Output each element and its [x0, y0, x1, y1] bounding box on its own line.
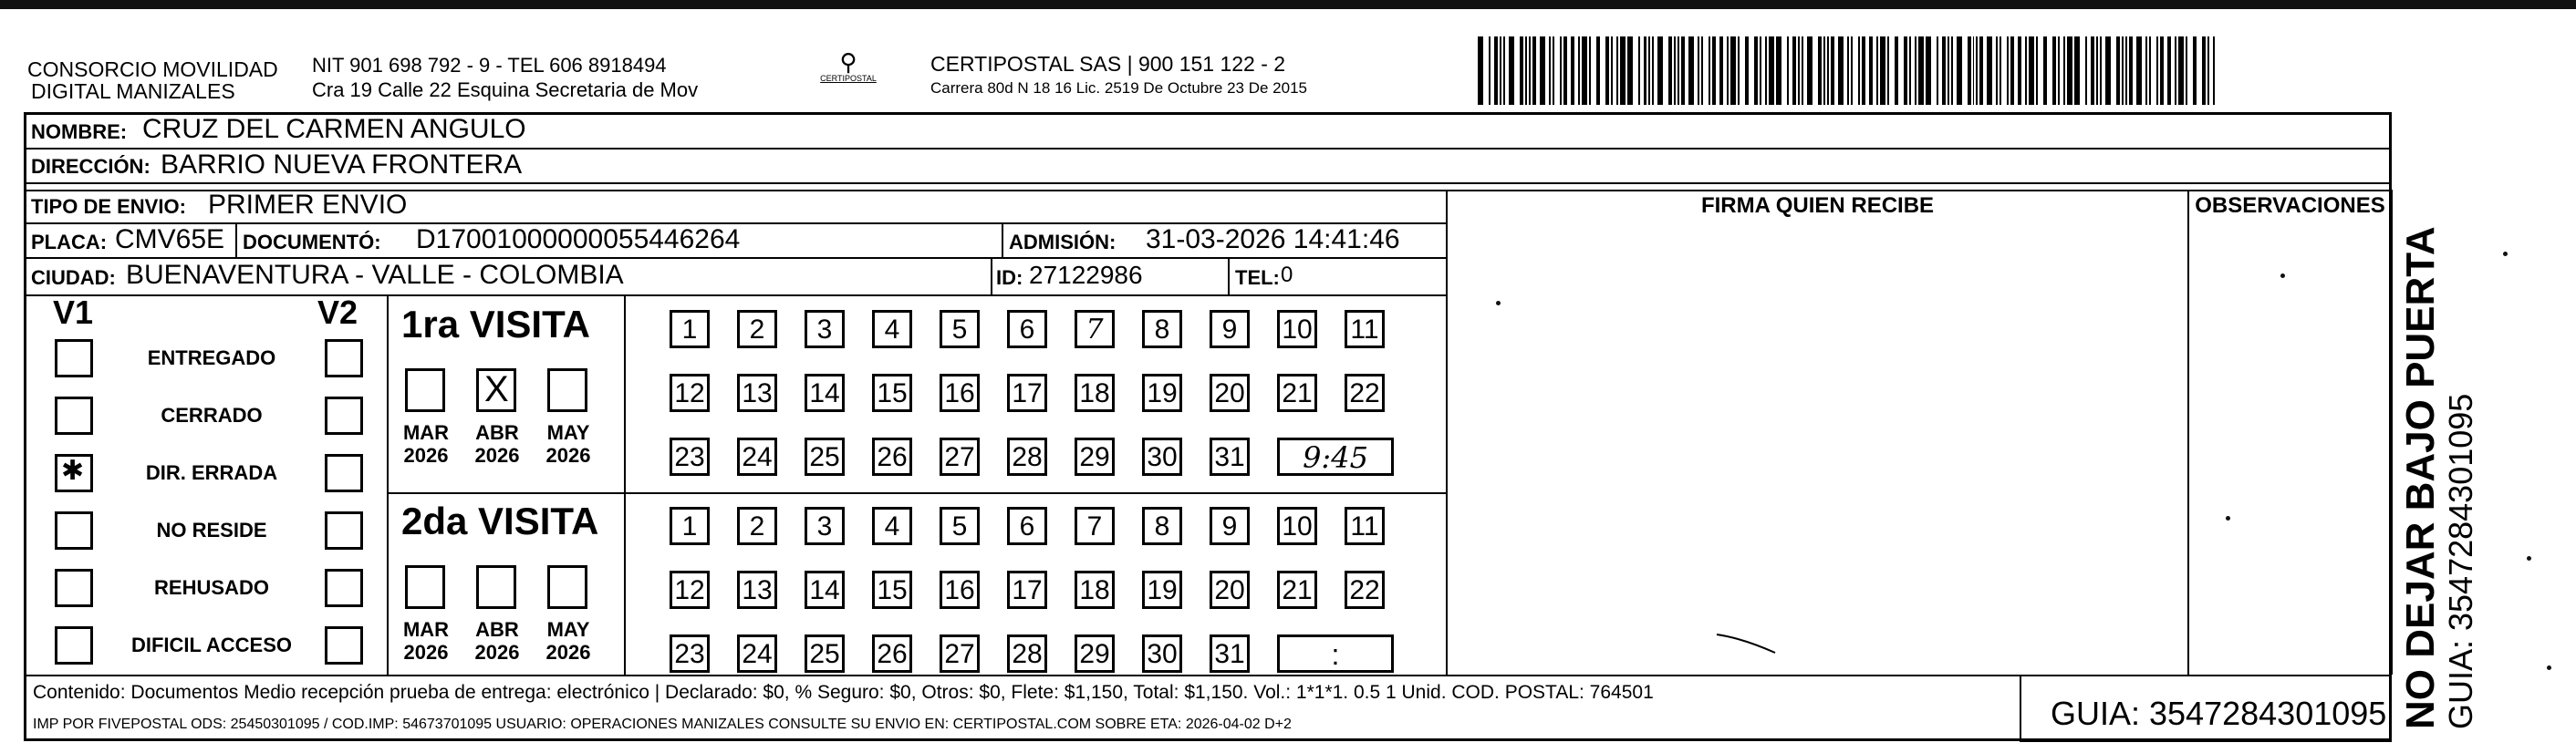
visit2-day-box[interactable]: 6	[1007, 507, 1047, 545]
visit1-day-box[interactable]: 8	[1142, 310, 1182, 348]
visit2-day-box[interactable]: 10	[1277, 507, 1317, 545]
status-label: DIFICIL ACCESO	[130, 634, 292, 656]
visit1-day-box[interactable]: 30	[1142, 438, 1182, 476]
logo-text: CERTIPOSTAL	[820, 74, 877, 83]
footer-print-info: IMP POR FIVEPOSTAL ODS: 25450301095 / COD.IMP: 54673701095 USUARIO: OPERACIONES MANIZALES CONSULTE SU ENVIO EN: CERTIPOSTAL.COM SOBRE ETA: 2026-04-02 D+2	[33, 717, 1292, 732]
admision-label: ADMISIÓN:	[1009, 231, 1117, 253]
documento-value: D17001000000055446264	[416, 224, 741, 254]
sender-details	[312, 55, 698, 100]
visit1-day-box[interactable]: 3	[805, 310, 845, 348]
no-dejar-bajo-puerta: NO DEJAR BAJO PUERTA	[2398, 226, 2443, 729]
side-guia: GUIA: 3547284301095	[2442, 393, 2479, 729]
v1-checkbox[interactable]	[55, 511, 93, 550]
visit2-day-box[interactable]: 27	[940, 634, 980, 673]
visit2-day-box[interactable]: 7	[1075, 507, 1115, 545]
visit1-day-box[interactable]: 28	[1007, 438, 1047, 476]
v1-header: V1	[53, 294, 94, 331]
scan-speck	[2547, 665, 2551, 670]
tel-value: 0	[1281, 263, 1293, 287]
visit2-day-box[interactable]: 28	[1007, 634, 1047, 673]
documento-label: DOCUMENTÓ:	[243, 231, 381, 253]
visit1-day-box[interactable]: 20	[1210, 374, 1250, 412]
visit2-title: 2da VISITA	[401, 500, 599, 542]
visit2-day-box[interactable]: 21	[1277, 571, 1317, 609]
visit2-day-box[interactable]: 5	[940, 507, 980, 545]
visit1-day-box[interactable]: 12	[670, 374, 710, 412]
visit1-day-box[interactable]: 21	[1277, 374, 1317, 412]
v1-checkbox[interactable]	[55, 626, 93, 665]
visit2-day-box[interactable]: 22	[1345, 571, 1385, 609]
visit2-day-box[interactable]: 3	[805, 507, 845, 545]
scan-stroke	[1715, 629, 1779, 656]
sender-company	[27, 58, 278, 102]
month-year: 2026	[403, 444, 449, 468]
visit1-day-box[interactable]: 18	[1075, 374, 1115, 412]
tel-label: TEL:	[1235, 266, 1280, 289]
scan-speck	[2280, 273, 2285, 278]
visit1-day-box[interactable]: 25	[805, 438, 845, 476]
visit1-time-box[interactable]: 9:45	[1277, 438, 1394, 476]
visit1-month-label	[465, 421, 529, 468]
visit1-day-box[interactable]: 31	[1210, 438, 1250, 476]
status-label: DIR. ERRADA	[145, 461, 278, 484]
visit1-day-box[interactable]: 13	[737, 374, 777, 412]
visit2-day-box[interactable]: 9	[1210, 507, 1250, 545]
visit1-day-box[interactable]: 5	[940, 310, 980, 348]
courier-details	[930, 53, 1307, 97]
id-label: ID:	[996, 266, 1023, 289]
visit1-month-label	[394, 421, 458, 468]
placa-label: PLACA:	[31, 231, 108, 253]
footer-contents: Contenido: Documentos Medio recepción prueba de entrega: electrónico | Declarado: $0, % Seguro: $0, Otros: $0, Flete: $1,150, Total: $1,150. Vol.: 1*1*1. 0.5 1 Unid. COD. POSTAL: 764501	[33, 682, 1654, 703]
tipo-envio-value: PRIMER ENVIO	[208, 190, 408, 220]
barcode	[1478, 36, 2217, 105]
side-notice	[2399, 226, 2479, 729]
visit1-day-box[interactable]: 4	[872, 310, 912, 348]
visit1-day-box[interactable]: 11	[1345, 310, 1385, 348]
v2-checkbox[interactable]	[325, 454, 363, 492]
nit-line: NIT 901 698 792 - 9 - TEL 606 8918494	[312, 54, 667, 77]
visit1-day-box[interactable]: 19	[1142, 374, 1182, 412]
top-edge-band	[0, 0, 2576, 9]
month-name: ABR	[475, 421, 519, 444]
v2-checkbox[interactable]	[325, 569, 363, 607]
observaciones-header: OBSERVACIONES	[2195, 193, 2385, 218]
month-year: 2026	[474, 641, 520, 665]
scan-speck	[2527, 556, 2531, 561]
visit2-day-box[interactable]: 24	[737, 634, 777, 673]
scan-speck	[2226, 516, 2230, 521]
visit1-day-box[interactable]: 10	[1277, 310, 1317, 348]
visit2-day-box[interactable]: 31	[1210, 634, 1250, 673]
visit2-month-checkbox[interactable]	[405, 565, 445, 609]
month-name: MAR	[402, 618, 450, 641]
placa-value: CMV65E	[115, 224, 225, 254]
month-name: MAY	[546, 421, 590, 444]
month-year: 2026	[545, 641, 591, 665]
company-line-2: DIGITAL MANIZALES	[31, 79, 235, 104]
visit1-title: 1ra VISITA	[401, 303, 590, 346]
v2-checkbox[interactable]	[325, 339, 363, 377]
visit2-day-box[interactable]: 30	[1142, 634, 1182, 673]
visit1-day-box[interactable]: 1	[670, 310, 710, 348]
certipostal-logo: ⚲ CERTIPOSTAL	[812, 50, 885, 105]
visit2-month-label	[394, 618, 458, 665]
visit1-day-box[interactable]: 9	[1210, 310, 1250, 348]
visit2-day-box[interactable]: 11	[1345, 507, 1385, 545]
visit2-day-box[interactable]: 26	[872, 634, 912, 673]
company-line-1: CONSORCIO MOVILIDAD	[27, 57, 278, 81]
visit1-month-label	[536, 421, 600, 468]
visit2-day-box[interactable]: 17	[1007, 571, 1047, 609]
scan-speck	[1496, 301, 1501, 305]
v2-checkbox[interactable]	[325, 511, 363, 550]
visit2-day-box[interactable]: 13	[737, 571, 777, 609]
visit1-day-box[interactable]: 27	[940, 438, 980, 476]
month-year: 2026	[474, 444, 520, 468]
v2-checkbox[interactable]	[325, 397, 363, 435]
visit2-month-checkbox[interactable]	[476, 565, 516, 609]
visit1-day-box[interactable]: 22	[1345, 374, 1385, 412]
visit2-day-box[interactable]: 15	[872, 571, 912, 609]
v2-header: V2	[317, 294, 358, 331]
v1-checkbox[interactable]	[55, 339, 93, 377]
courier-line-2: Carrera 80d N 18 16 Lic. 2519 De Octubre 23 De 2015	[930, 79, 1307, 98]
visit1-day-box[interactable]: 24	[737, 438, 777, 476]
tipo-envio-label: TIPO DE ENVIO:	[31, 195, 186, 218]
visit2-day-box[interactable]: 16	[940, 571, 980, 609]
ciudad-label: CIUDAD:	[31, 266, 116, 289]
nombre-label: NOMBRE:	[31, 120, 128, 143]
v2-checkbox[interactable]	[325, 626, 363, 665]
address-line: Cra 19 Calle 22 Esquina Secretaria de Mov	[312, 78, 699, 102]
month-name: MAY	[546, 618, 590, 641]
status-label: NO RESIDE	[156, 519, 267, 542]
scan-speck	[2503, 252, 2508, 256]
visit2-day-box[interactable]: 4	[872, 507, 912, 545]
visit1-day-box[interactable]: 17	[1007, 374, 1047, 412]
guia-number: GUIA: 3547284301095	[2051, 695, 2387, 732]
visit1-month-checkbox[interactable]	[476, 368, 516, 412]
v1-checkbox[interactable]	[55, 569, 93, 607]
visit2-day-box[interactable]: 18	[1075, 571, 1115, 609]
v1-checkbox[interactable]	[55, 397, 93, 435]
visit1-day-box[interactable]: 14	[805, 374, 845, 412]
direccion-value: BARRIO NUEVA FRONTERA	[161, 150, 523, 180]
visit2-day-box[interactable]: 23	[670, 634, 710, 673]
visit2-time-box[interactable]: :	[1277, 634, 1394, 673]
firma-header: FIRMA QUIEN RECIBE	[1700, 193, 1935, 218]
month-name: ABR	[475, 618, 519, 641]
visit1-month-checkbox[interactable]	[405, 368, 445, 412]
status-label: ENTREGADO	[147, 346, 276, 369]
visit1-day-box[interactable]: 26	[872, 438, 912, 476]
visit1-month-checkbox[interactable]	[547, 368, 587, 412]
visit1-day-box[interactable]: 15	[872, 374, 912, 412]
visit2-day-box[interactable]: 8	[1142, 507, 1182, 545]
visit1-day-box[interactable]: 16	[940, 374, 980, 412]
visit2-day-box[interactable]: 14	[805, 571, 845, 609]
ciudad-value: BUENAVENTURA - VALLE - COLOMBIA	[126, 260, 624, 290]
visit2-month-checkbox[interactable]	[547, 565, 587, 609]
visit2-day-box[interactable]: 1	[670, 507, 710, 545]
courier-line-1: CERTIPOSTAL SAS | 900 151 122 - 2	[930, 52, 1286, 76]
visit2-day-box[interactable]: 20	[1210, 571, 1250, 609]
visit1-day-box[interactable]: 23	[670, 438, 710, 476]
visit2-month-label	[536, 618, 600, 665]
v1-checkbox[interactable]	[55, 454, 93, 492]
visit2-day-box[interactable]: 12	[670, 571, 710, 609]
visit2-day-box[interactable]: 2	[737, 507, 777, 545]
admision-value: 31-03-2026 14:41:46	[1146, 224, 1400, 254]
visit1-day-box[interactable]: 6	[1007, 310, 1047, 348]
visit1-day-box[interactable]: 7	[1075, 310, 1115, 348]
status-label: CERRADO	[161, 404, 263, 427]
month-year: 2026	[403, 641, 449, 665]
month-year: 2026	[545, 444, 591, 468]
visit2-day-box[interactable]: 29	[1075, 634, 1115, 673]
visit2-day-box[interactable]: 25	[805, 634, 845, 673]
status-label: REHUSADO	[154, 576, 269, 599]
month-name: MAR	[402, 421, 450, 444]
direccion-label: DIRECCIÓN:	[31, 155, 151, 178]
id-value: 27122986	[1029, 261, 1143, 289]
visit1-day-box[interactable]: 2	[737, 310, 777, 348]
visit2-day-box[interactable]: 19	[1142, 571, 1182, 609]
visit1-day-box[interactable]: 29	[1075, 438, 1115, 476]
visit2-month-label	[465, 618, 529, 665]
nombre-value: CRUZ DEL CARMEN ANGULO	[142, 114, 526, 144]
